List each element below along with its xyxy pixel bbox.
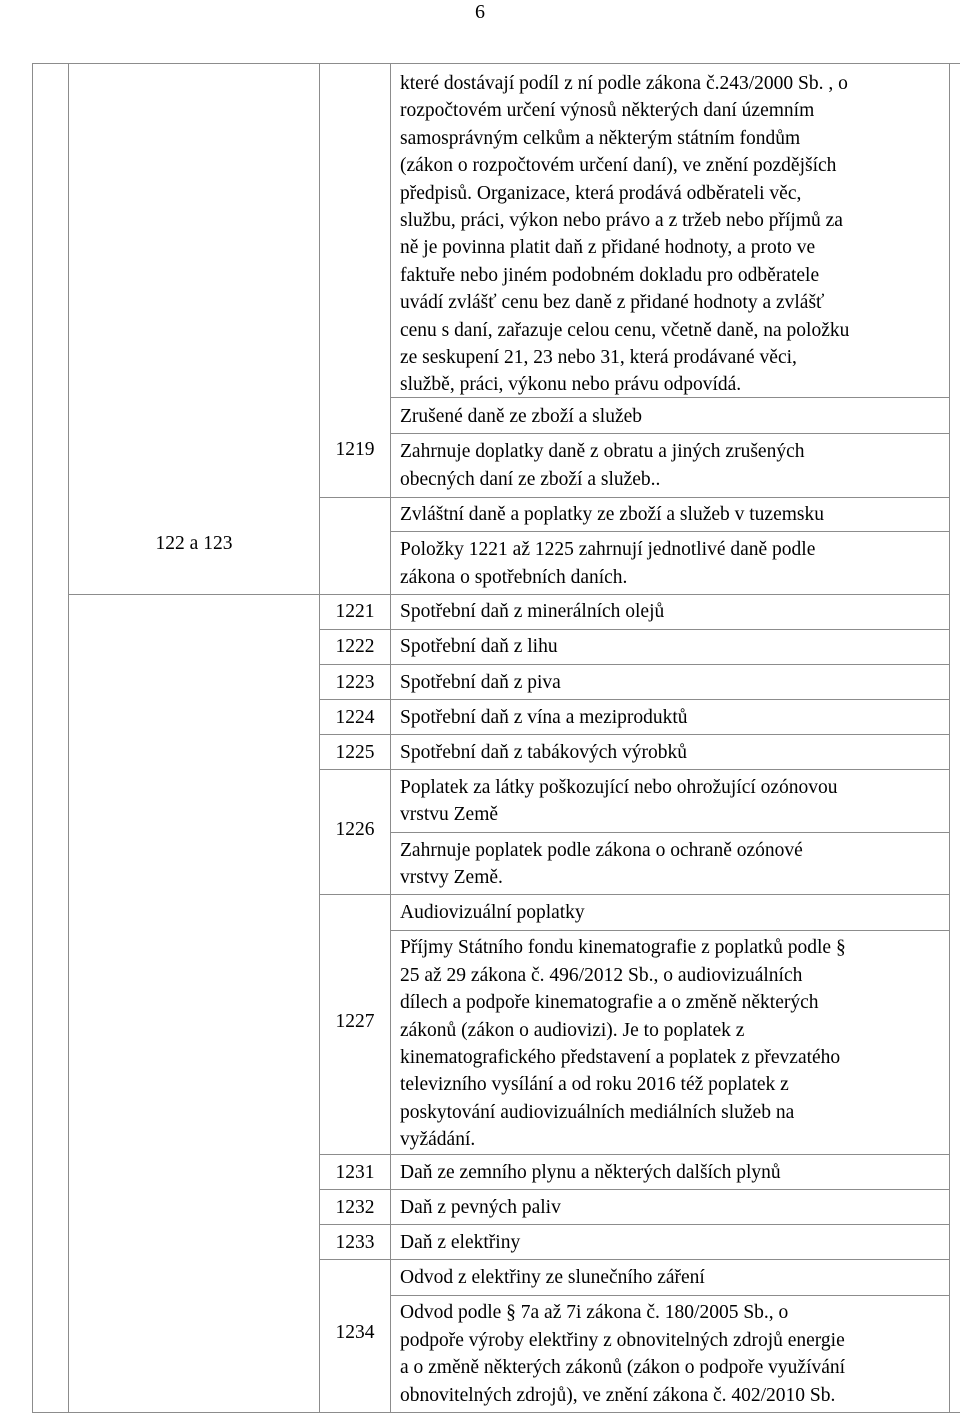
column-divider-5 — [949, 63, 950, 1413]
item-code-1227: 1227 — [335, 1011, 375, 1032]
row-text-1223: Spotřební daň z piva — [400, 672, 561, 693]
row-separator — [319, 629, 949, 630]
row-separator — [319, 664, 949, 665]
row-text-1222: Spotřební daň z lihu — [400, 636, 558, 657]
row-separator — [319, 1224, 949, 1225]
row-text-1226: Poplatek za látky poškozující nebo ohrožující ozónovou vrstvu Země Zahrnuje poplatek podle zákona o ochraně ozónové vrstvy Země. — [400, 777, 838, 889]
row-separator — [390, 1295, 949, 1296]
row-text-1227: Audiovizuální poplatky Příjmy Státního fondu kinematografie z poplatků podle § 25 až 29 zákona č. 496/2012 Sb., o audiovizuálních dílech a podpoře kinematografie a o změně některých zákonů (zákon o audiovizi). Je to poplatek z kinematografického představení a poplatek z převzatého televizního vysílání a od roku 2016 též poplatek z poskytování audiovizuálních mediálních služeb na vyžádání. — [400, 902, 846, 1151]
row-text-1233: Daň z elektřiny — [400, 1232, 521, 1253]
row-text-r0: které dostávají podíl z ní podle zákona č.243/2000 Sb. , o rozpočtovém určení výnosů některých daní územním samosprávným celkům a některým státním fondům (zákon o rozpočtovém určení daní), ve znění pozdějších předpisů. Organizace, která prodává odběrateli věc, službu, práci, výkon nebo právo a z tržeb nebo příjmů za ně je povinna platit daň z přidané hodnoty, a proto ve faktuře nebo jiném podobném dokladu pro odběratele uvádí zvlášť cenu bez daně z přidané hodnoty a zvlášť cenu s daní, zařazuje celou cenu, včetně daně, na položku ze seskupení 21, 23 nebo 31, která prodávané věci, službě, práci, výkonu nebo právu odpovídá. — [400, 73, 850, 396]
row-text-122-123: Zvláštní daně a poplatky ze zboží a služeb v tuzemsku Položky 1221 až 1225 zahrnují jednotlivé daně podle zákona o spotřebních daních. — [400, 504, 824, 588]
item-code-1221: 1221 — [335, 601, 375, 622]
column-divider-1 — [32, 63, 33, 1413]
column-divider-2 — [68, 63, 69, 1413]
item-code-1226: 1226 — [335, 819, 375, 840]
row-text-1231: Daň ze zemního plynu a některých dalších plynů — [400, 1162, 781, 1183]
group-code-122-123: 122 a 123 — [155, 533, 233, 554]
row-separator — [319, 1154, 949, 1155]
item-code-1225: 1225 — [335, 742, 375, 763]
row-separator — [390, 433, 949, 434]
row-separator — [390, 397, 949, 398]
item-code-1231: 1231 — [335, 1162, 375, 1183]
row-separator — [319, 497, 949, 498]
item-code-1223: 1223 — [335, 672, 375, 693]
item-code-1224: 1224 — [335, 707, 375, 728]
row-separator — [319, 1189, 949, 1190]
row-text-1219: Zrušené daně ze zboží a služeb Zahrnuje doplatky daně z obratu a jiných zrušených obecných daní ze zboží a služeb.. — [400, 406, 805, 490]
row-separator — [319, 1259, 949, 1260]
item-code-1232: 1232 — [335, 1197, 375, 1218]
row-text-1234: Odvod z elektřiny ze slunečního záření Odvod podle § 7a až 7i zákona č. 180/2005 Sb., o podpoře výroby elektřiny z obnovitelných zdrojů energie a o změně některých zákonů (zákon o podpoře využívání obnovitelných zdrojů), ve znění zákona č. 402/2010 Sb. — [400, 1267, 846, 1406]
item-code-1222: 1222 — [335, 636, 375, 657]
row-text-1232: Daň z pevných paliv — [400, 1197, 561, 1218]
row-separator — [390, 531, 949, 532]
row-separator — [390, 832, 949, 833]
row-text-1225: Spotřební daň z tabákových výrobků — [400, 742, 688, 763]
item-code-1219: 1219 — [335, 439, 375, 460]
item-code-1234: 1234 — [335, 1322, 375, 1343]
row-separator — [319, 699, 949, 700]
row-separator — [319, 734, 949, 735]
item-code-1233: 1233 — [335, 1232, 375, 1253]
table-top-border — [32, 63, 960, 64]
table-bottom-border — [32, 1412, 960, 1413]
page-number: 6 — [475, 1, 485, 23]
row-separator — [68, 594, 949, 595]
row-text-1224: Spotřební daň z vína a meziproduktů — [400, 707, 688, 728]
row-separator — [319, 769, 949, 770]
column-divider-4 — [390, 63, 391, 1413]
row-separator — [390, 930, 949, 931]
row-separator — [319, 894, 949, 895]
row-text-1221: Spotřební daň z minerálních olejů — [400, 601, 665, 622]
